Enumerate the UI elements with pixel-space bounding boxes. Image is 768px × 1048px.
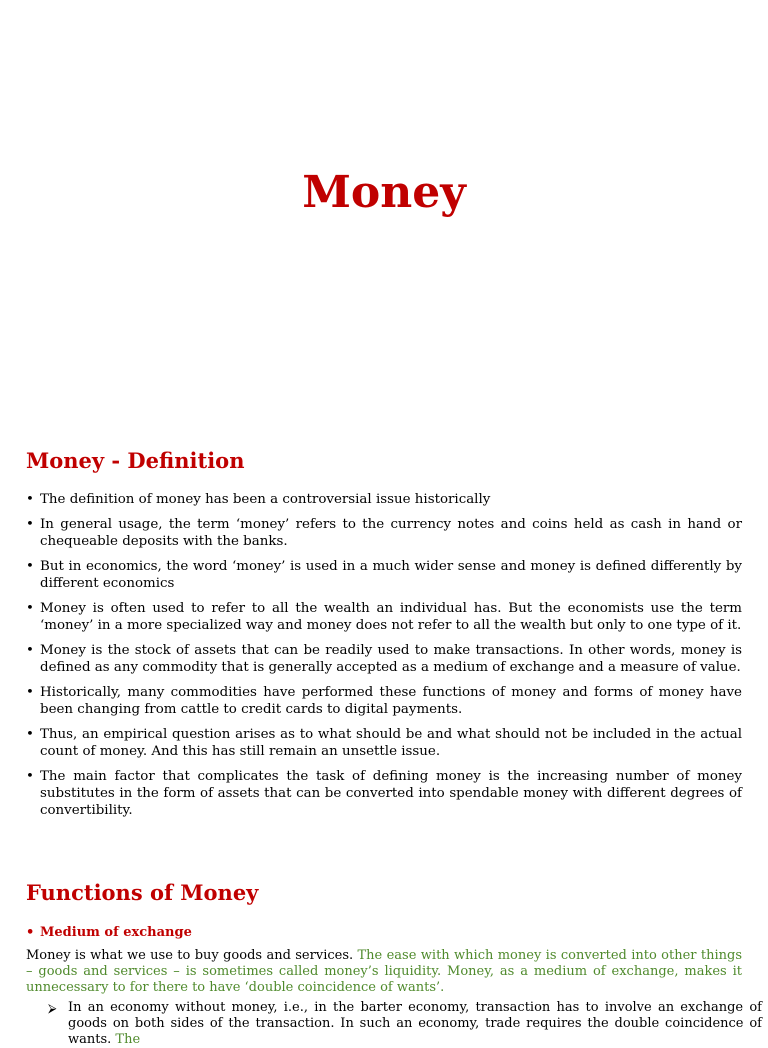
definition-heading: Money - Definition <box>26 448 245 473</box>
definition-list <box>26 491 742 827</box>
barter-text: In an economy without money, i.e., in the barter economy, transaction has to involve an exchange of goods on both sides of the transaction. In such an economy, trade requires the double coincidence of wants. <box>68 1000 762 1047</box>
medium-of-exchange-heading: • Medium of exchange <box>26 924 192 942</box>
definition-bullet: • Money is often used to refer to all the wealth an individual has. But the economists use the term ‘money’ in a more specialized way and money does not refer to all the wealth but only to one type of it. <box>26 600 742 634</box>
paragraph-highlight: The ease with which money is converted into other things – goods and services – is sometimes called money’s liquidity. Money, as a medium of exchange, makes it unnecessary to for there to have ‘double coincidence of wants’. <box>26 948 742 995</box>
definition-bullet: • Thus, an empirical question arises as to what should be and what should not be included in the actual count of money. And this has still remain an unsettle issue. <box>26 726 742 760</box>
paragraph-text: Money is what we use to buy goods and services. <box>26 948 358 963</box>
barter-economy-item <box>48 1000 762 1048</box>
arrow-bullet-icon: ⮚ <box>48 1001 57 1015</box>
definition-bullet: • In general usage, the term ‘money’ refers to the currency notes and coins held as cash in hand or chequeable deposits with the banks. <box>26 516 742 550</box>
medium-of-exchange-paragraph <box>26 948 742 996</box>
functions-heading: Functions of Money <box>26 880 259 905</box>
definition-bullet: • Historically, many commodities have performed these functions of money and forms of money have been changing from cattle to credit cards to digital payments. <box>26 684 742 718</box>
definition-bullet: • The main factor that complicates the task of defining money is the increasing number of money substitutes in the form of assets that can be converted into spendable money with different degrees of convertibility. <box>26 768 742 819</box>
definition-bullet: • The definition of money has been a controversial issue historically <box>26 491 742 508</box>
barter-highlight: The <box>115 1032 141 1047</box>
slide-title: Money <box>302 167 466 218</box>
title-slide <box>0 0 768 410</box>
definition-bullet: • Money is the stock of assets that can be readily used to make transactions. In other words, money is defined as any commodity that is generally accepted as a medium of exchange and a measure of value. <box>26 642 742 676</box>
definition-bullet: • But in economics, the word ‘money’ is used in a much wider sense and money is defined differently by different economics <box>26 558 742 592</box>
